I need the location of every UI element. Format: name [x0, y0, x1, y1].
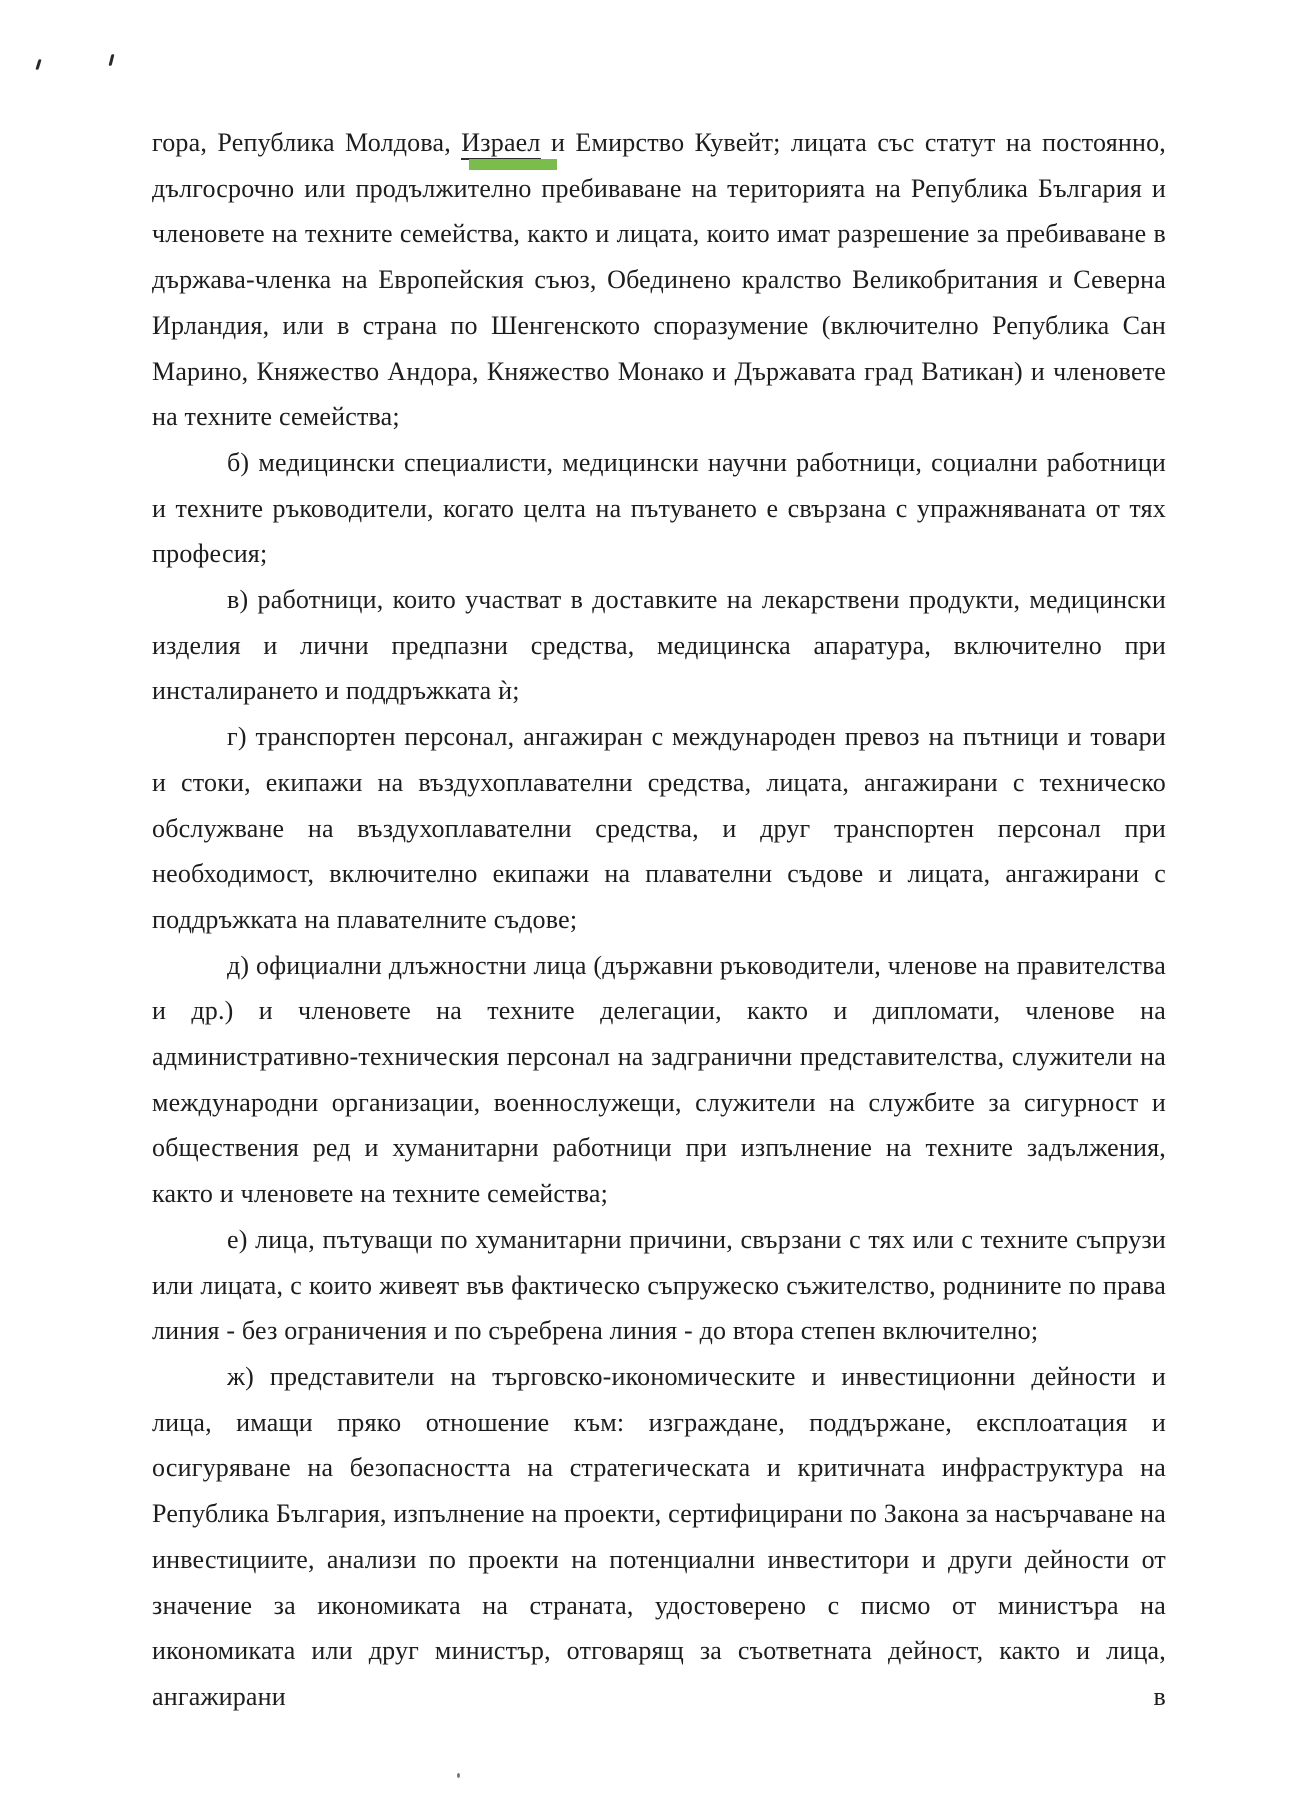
green-highlighter-mark	[469, 159, 556, 170]
paragraph-item-d: д) официални длъжностни лица (държавни ръководители, членове на правителства и др.) и членовете на техните делегации, както и дипломати, членове на административно-техническия персонал на задгранични представителства, служители на международни организации, военнослужещи, служители на службите за сигурност и обществения ред и хуманитарни работници при изпълнение на техните задължения, както и членовете на техните семейства;	[152, 950, 1166, 1209]
text-segment-before: гора, Република Молдова,	[152, 128, 462, 157]
paragraph-item-v: в) работници, които участват в доставките на лекарствени продукти, медицински изделия и лични предпазни средства, медицинска апаратура, включително при инсталирането и поддръжката ѝ;	[152, 585, 1166, 706]
text-segment-after: и Емирство Кувейт; лицата със статут на постоянно, дългосрочно или продължително пребиваване на територията на Република България и членовете на техните семейства, както и лицата, които имат разрешение за пребиваване в държава-членка на Европейския съюз, Обединено кралство Великобритания и Северна Ирландия, или в страна по Шенгенското споразумение (включително Република Сан Марино, Княжество Андора, Княжество Монако и Държавата град Ватикан) и членовете на техните семейства;	[152, 128, 1166, 432]
scan-artifact-dot	[457, 1773, 460, 1778]
scan-artifact-tick	[109, 54, 115, 66]
marked-word-israel	[461, 128, 540, 160]
paragraph-continuation	[152, 120, 1166, 440]
scan-artifact-tick	[35, 59, 41, 70]
paragraph-item-zh: ж) представители на търговско-икономическите и инвестиционни дейности и лица, имащи пряко отношение към: изграждане, поддържане, експлоатация и осигуряване на безопасността на стратегическата и критичната инфраструктура на Република България, изпълнение на проекти, сертифицирани по Закона за насърчаване на инвестициите, анализи по проекти на потенциални инвеститори и други дейности от значение за икономиката на страната, удостоверено с писмо от министъра на икономиката или друг министър, отговарящ за съответната дейност, както и лица, ангажирани в	[152, 1361, 1166, 1711]
document-text-block	[152, 120, 1166, 1720]
paragraph-item-b: б) медицински специалисти, медицински научни работници, социални работници и техните ръководители, когато целта на пътуването е свързана с упражняваната от тях професия;	[152, 447, 1166, 569]
marked-word-text: Израел	[461, 128, 541, 157]
paragraph-item-e: е) лица, пътуващи по хуманитарни причини, свързани с тях или с техните съпрузи или лицата, с които живеят във фактическо съпружеско съжителство, роднините по права линия - без ограничения и по съребрена линия - до втора степен включително;	[152, 1224, 1166, 1346]
paragraph-item-g: г) транспортен персонал, ангажиран с международен превоз на пътници и товари и стоки, екипажи на въздухоплавателни средства, лицата, ангажирани с техническо обслужване на въздухоплавателни средства, и друг транспортен персонал при необходимост, включително екипажи на плавателни съдове и лицата, ангажирани с поддръжката на плавателните съдове;	[152, 722, 1166, 934]
